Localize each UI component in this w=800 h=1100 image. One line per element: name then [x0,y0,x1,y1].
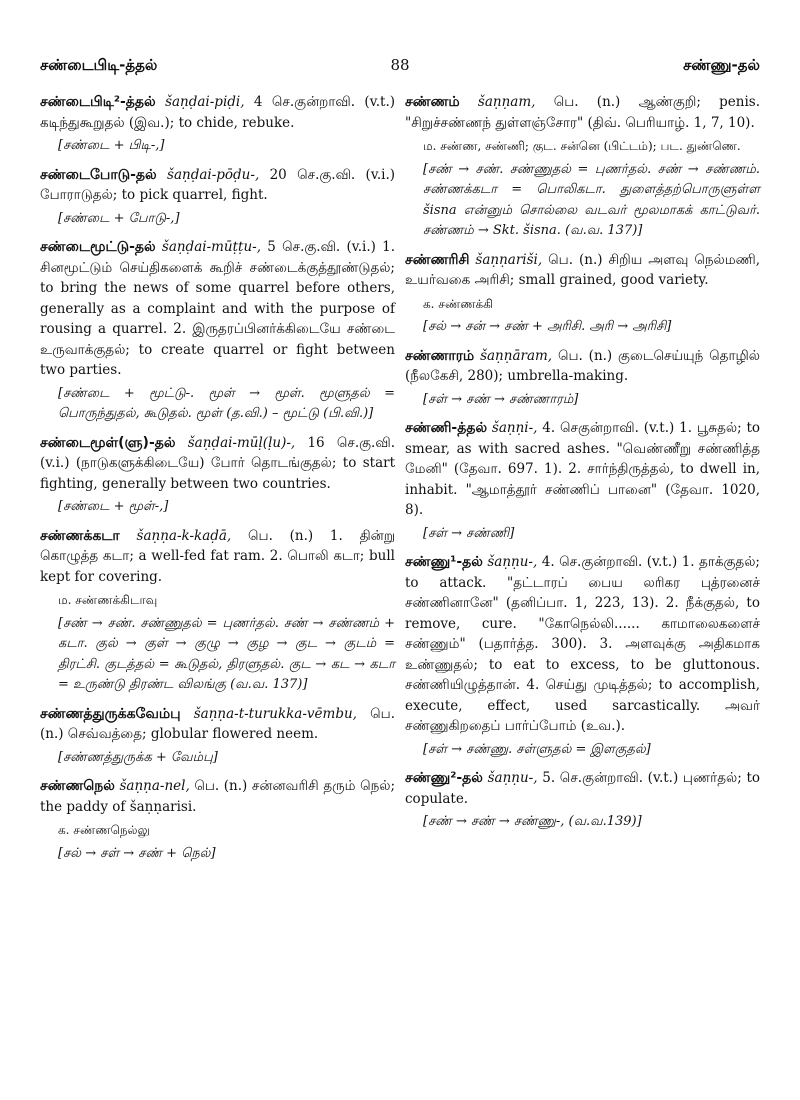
cognate-line: ம. சண்ணக்கிடாவு [58,593,158,607]
transliteration: šaṇṇi-, [491,420,538,436]
headword: சண்ணத்துருக்கவேம்பு [40,705,181,722]
etymology: [சண்டை + போடு-,] [58,210,180,226]
left-column [40,92,395,872]
headword: சண்ணம் [405,94,460,110]
cognate-line: க. சண்ணக்கி [423,296,493,311]
cognate-line: க. சண்ணநெல்லு [58,823,150,837]
dictionary-entry [405,250,760,338]
definition: 4. செகுன்றாவி. (v.t.) 1. பூசுதல்; to smear, as with sacred ashes. "வெண்ணீறு சண்ணித்த மேனி" (தேவா. 697. 1). 2. சார்ந்திருத்தல், to dwell in, inhabit. "ஆமாத்தூர் சண்ணிப் பானை" (தேவா. 1020, 8). [405,420,761,518]
definition: 5 செ.கு.வி. (v.i.) 1. சினமூட்டும் செய்திகளைக் கூறிச் சண்டைக்குத்தூண்டுதல்; to bring the news of some quarrel before others, generally as a complaint and with the purpose of rousing a quarrel. 2. இருதரப்பினர்க்கிடையே சண்டை உருவாக்குதல்; to create quarrel or fight between two parties. [40,239,396,378]
dictionary-entry [40,776,395,864]
etymology: [சண் → சண் → சண்ணு-, (வ.வ.139)] [423,814,642,829]
dictionary-entry [40,704,395,769]
etymology: [சள் → சண்ணு. சள்ளுதல் = இளகுதல்] [423,741,651,757]
definition: பெ. (n.) சன்னவரிசி தரும் நெல்; the paddy of šaṇṇarisi. [40,778,396,815]
headword: சண்ணாரம் [405,347,475,364]
definition: 4. செ.குன்றாவி. (v.t.) 1. தாக்குதல்; to attack. "தட்டாரப் பைய லரிகர புத்ரனைச் சண்ணினானே" (தனிப்பா. 1, 223, 13). 2. நீக்குதல், to remove, cure. "கோநெல்லி...... காமாலைகளைச் சண்ணும்" (பதார்த்த. 300). 3. அளவுக்கு அதிகமாக உண்ணுதல்; to eat to excess, to be gluttonous. சண்ணியிழுத்தான். 4. செய்து முடித்தல்; to accomplish, execute, effect, used sarcastically. அவர் சண்ணுகிறதைப் பார்ப்போம் (உவ.). [405,554,760,734]
definition: பெ. (n.) சிறிய அளவு நெல்மணி, உயர்வகை அரிசி; small grained, good variety. [405,251,760,288]
headword: சண்ணக்கடா [40,527,120,544]
dictionary-entry [405,346,760,411]
transliteration: šaṇṇu-, [487,554,538,570]
headword: சண்ணநெல் [40,778,115,794]
definition: பெ. (n.) ஆண்குறி; penis. "சிறுச்சண்ணந் துள்ளஞ்சோர" (திவ். பெரியாழ். 1, 7, 10). [405,94,761,131]
etymology: [சள் → சண் → சண்ணாரம்] [423,391,579,407]
transliteration: šaṇṇa-nel, [119,778,190,794]
running-head-left: சண்டைபிடி-த்தல் [40,56,158,74]
dictionary-entry [40,433,395,518]
definition: பெ. (n.) செவ்வத்தை; globular flowered neem. [40,705,395,742]
headword: சண்டைபோடு-தல் [40,166,157,183]
definition: 20 செ.கு.வி. (v.i.) போராடுதல்; to pick quarrel, fight. [40,166,396,203]
etymology: [சல் → சன் → சண் + அரிசி. அரி → அரிசி] [423,319,672,334]
transliteration: šaṇṇa-t-turukka-vēmbu, [193,705,357,722]
transliteration: šaṇṇu-, [487,770,538,786]
definition: பெ. (n.) 1. தின்று கொழுத்த கடா; a well-fed fat ram. 2. பொலி கடா; bull kept for covering. [40,527,396,585]
etymology: [சண்டை + மூட்டு-. மூள் → மூள். மூளுதல் = பொருந்துதல், கூடுதல். மூள் (த.வி.) – மூட்டு (பி.வி.)] [58,385,395,421]
etymology: [சண் → சண். சண்ணுதல் = புணர்தல். சண் → சண்ணம் + கடா. குல் → குள் → குழு → குழ → குட → குடம் = திரட்சி. குடத்தல் = கூடுதல், திரளுதல். குட → கட → கடா = உருண்டு திரண்ட விலங்கு (வ.வ. 137)] [58,615,395,692]
transliteration: šaṇḍai-mūḷ(ḷu)-, [187,434,296,451]
etymology: [சள் → சண்ணி] [423,525,515,541]
definition: 16 செ.கு.வி. (v.i.) (நாடுகளுக்கிடையே) போர் தொடங்குதல்; to start fighting, generally between two countries. [40,434,395,492]
right-column [405,92,760,872]
headword: சண்டைமூள்(ளு)-தல் [40,434,176,451]
transliteration: šaṇḍai-piḍi, [165,94,245,110]
headword: சண்ணு¹-தல் [405,554,483,570]
dictionary-entry [40,92,395,157]
cognate-line: ம. சண்ண, சண்ணி; குட. சன்னெ (பிட்டம்); பட. துண்ணெ. [423,139,741,153]
columns [40,92,760,872]
dictionary-entry [405,768,760,833]
etymology: [சல் → சள் → சண் + நெல்] [58,845,216,861]
dictionary-entry [40,526,395,696]
dictionary-entry [40,237,395,425]
dictionary-entry [40,165,395,230]
transliteration: šaṇṇāram, [480,347,553,364]
headword: சண்ணி-த்தல் [405,420,488,436]
dictionary-entry [405,552,760,760]
running-head-right: சண்ணு-தல் [683,56,760,74]
headword: சண்டைமூட்டு-தல் [40,239,156,255]
transliteration: šaṇṇam, [477,94,536,110]
etymology: [சண்ணத்துருக்க + வேம்பு] [58,749,218,765]
running-head [40,56,760,80]
definition: பெ. (n.) குடைசெய்யுந் தொழில் (நீலகேசி, 280); umbrella-making. [405,347,761,384]
transliteration: šaṇḍai-pōḍu-, [167,166,260,183]
dictionary-entry [405,92,760,242]
etymology: [சண் → சண். சண்ணுதல் = புணர்தல். சண் → சண்ணம். சண்ணக்கடா = பொலிகடா. துளைத்தற்பொருளுள்ள šisna என்னும் சொல்லை வடவர் மூலமாகக் காட்டுவர். சண்ணம் → Skt. šisna. (வ.வ. 137)] [423,161,760,238]
page-number: 88 [390,56,410,74]
headword: சண்ணு²-தல் [405,770,483,786]
definition: 5. செ.குன்றாவி. (v.t.) புணர்தல்; to copulate. [405,770,761,807]
definition: 4 செ.குன்றாவி. (v.t.) கடிந்துகூறுதல் (இவ.); to chide, rebuke. [40,94,395,131]
dictionary-entry [405,418,760,544]
transliteration: šaṇṇa-k-kaḍā, [136,527,232,544]
transliteration: šaṇḍai-mūṭṭu-, [161,239,262,255]
headword: சண்டைபிடி²-த்தல் [40,94,156,110]
etymology: [சண்டை + பிடி-,] [58,138,165,153]
etymology: [சண்டை + மூள்-,] [58,499,169,514]
transliteration: šaṇṇariši, [475,251,543,268]
headword: சண்ணரிசி [405,251,470,268]
